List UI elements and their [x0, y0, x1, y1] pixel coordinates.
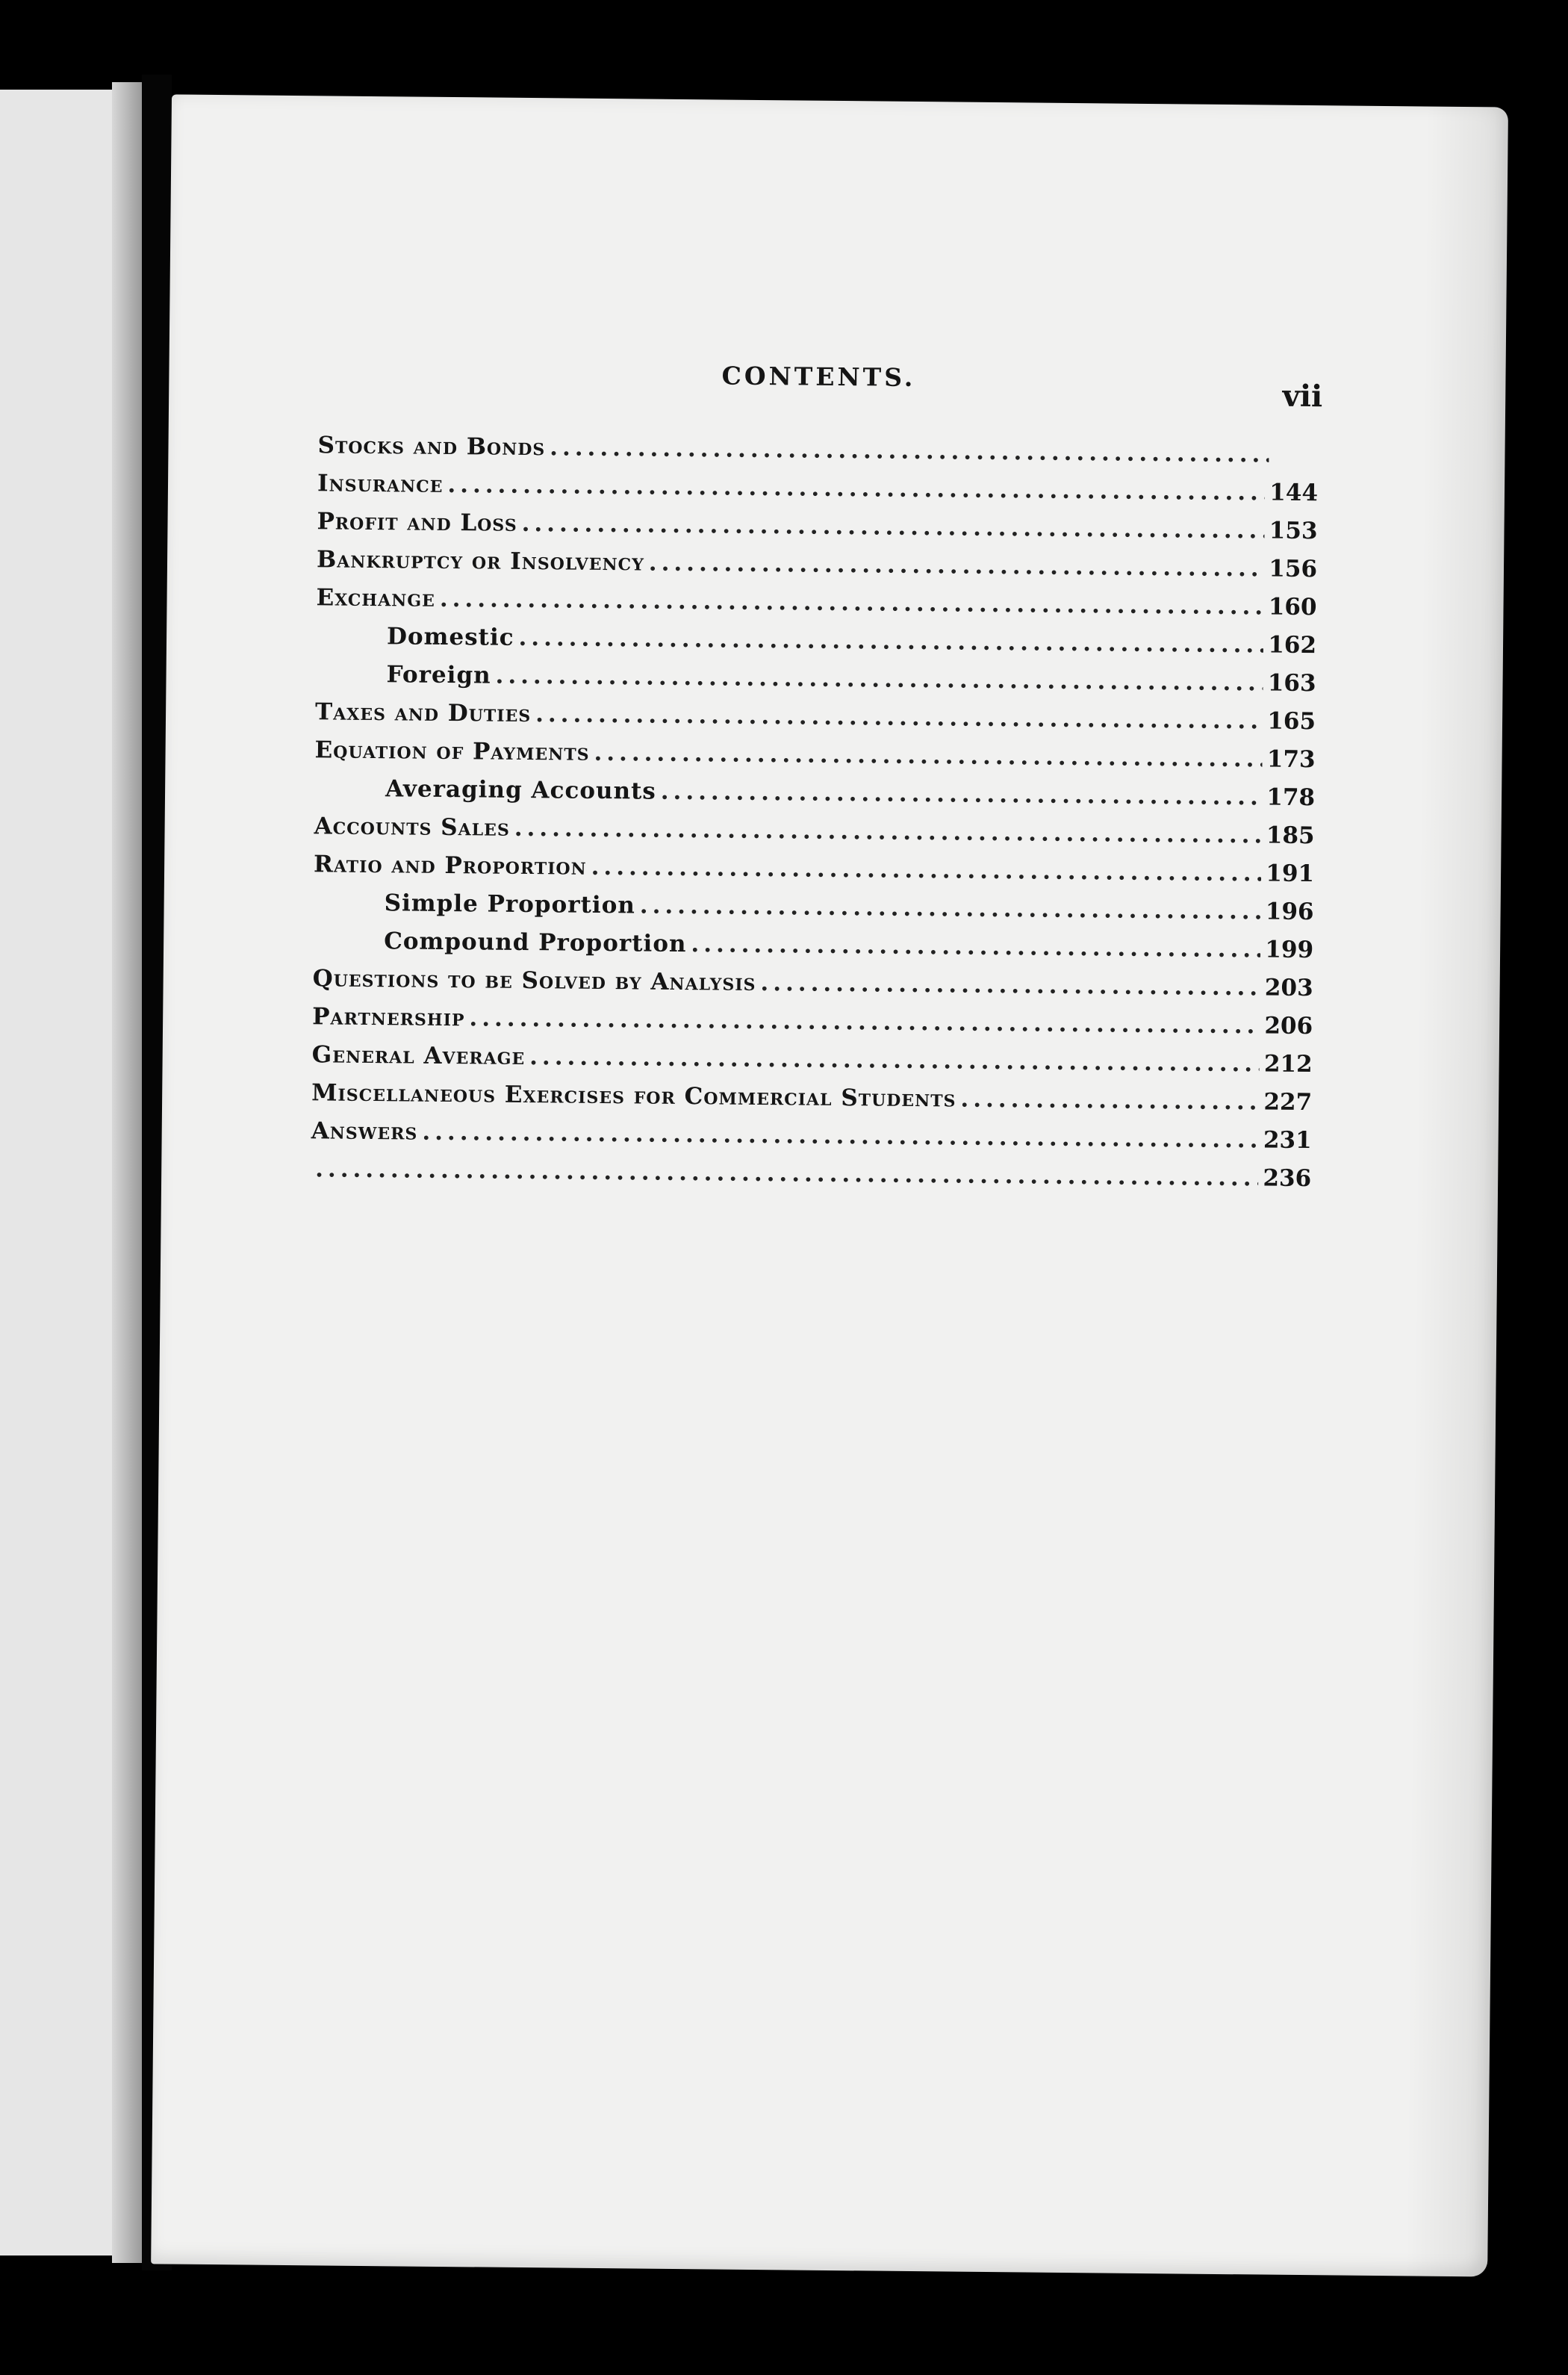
page-number: vii — [1282, 378, 1323, 415]
toc-entry-page: 191 — [1266, 860, 1315, 888]
toc-entry-page: 203 — [1264, 974, 1313, 1002]
toc-entry-page: 173 — [1266, 745, 1316, 774]
dot-leader — [591, 854, 1262, 887]
toc-entry-label: Accounts Sales — [314, 813, 510, 842]
toc-entry-label: General Average — [311, 1041, 526, 1071]
toc-entry-page: 153 — [1269, 517, 1318, 545]
toc-entry-page: 160 — [1268, 593, 1317, 621]
toc-entry-label: Equation of Payments — [314, 736, 590, 766]
toc-entry-page: 199 — [1265, 936, 1314, 964]
toc-entry-page: 156 — [1269, 555, 1318, 583]
toc-entry-label: Bankruptcy or Insolvency — [316, 546, 645, 577]
toc-entry-page: 231 — [1263, 1126, 1312, 1155]
toc-entry-page: 227 — [1263, 1088, 1313, 1117]
toc-entry-page: 162 — [1268, 631, 1317, 659]
toc-entry-label: Taxes and Duties — [314, 698, 532, 728]
dot-leader — [960, 1086, 1259, 1116]
toc-entry-label: Compound Proportion — [383, 928, 687, 958]
dot-leader — [760, 969, 1260, 1001]
toc-entry-page: 206 — [1264, 1012, 1313, 1040]
toc-entry-page: 185 — [1266, 822, 1315, 850]
toc-entry-label: Questions to be Solved by Analysis — [312, 965, 756, 996]
dot-leader — [594, 739, 1263, 773]
toc-entry-label: Exchange — [316, 584, 436, 612]
dot-leader — [640, 892, 1261, 925]
book-page — [151, 94, 1508, 2276]
toc-entry-label: Answers — [311, 1117, 418, 1146]
toc-entry-label: Partnership — [312, 1003, 465, 1032]
toc-entry-label: Simple Proportion — [384, 890, 636, 919]
toc-entry-label: Insurance — [317, 470, 444, 498]
facing-page-edge — [112, 82, 142, 2263]
running-head — [318, 357, 1323, 441]
toc-entry-page: 178 — [1266, 783, 1316, 812]
dot-leader — [661, 778, 1263, 811]
page-shadow — [1405, 107, 1508, 2277]
toc-entry-page: 163 — [1267, 669, 1316, 698]
toc-entry-label: Ratio and Proportion — [313, 851, 587, 881]
toc-entry-page: 236 — [1263, 1164, 1312, 1193]
toc-list — [311, 432, 1319, 1203]
toc-entry-page: 144 — [1269, 479, 1319, 507]
toc-entry-label: Domestic — [386, 623, 514, 651]
toc-entry-page — [1273, 462, 1318, 463]
toc-entry-label: Foreign — [386, 661, 491, 689]
running-title: CONTENTS. — [721, 361, 916, 392]
toc-entry-page: 212 — [1263, 1050, 1313, 1078]
toc-entry-label: Profit and Loss — [317, 508, 517, 537]
dot-leader — [691, 931, 1260, 963]
toc-entry-label: Averaging Accounts — [385, 775, 657, 805]
toc-entry-label: Stocks and Bonds — [317, 432, 546, 462]
table-of-contents — [311, 357, 1323, 1203]
dot-leader — [649, 550, 1265, 583]
toc-entry-label: Miscellaneous Exercises for Commercial Students — [311, 1079, 956, 1113]
toc-entry-page: 165 — [1267, 707, 1316, 736]
toc-entry-page: 196 — [1265, 898, 1314, 926]
